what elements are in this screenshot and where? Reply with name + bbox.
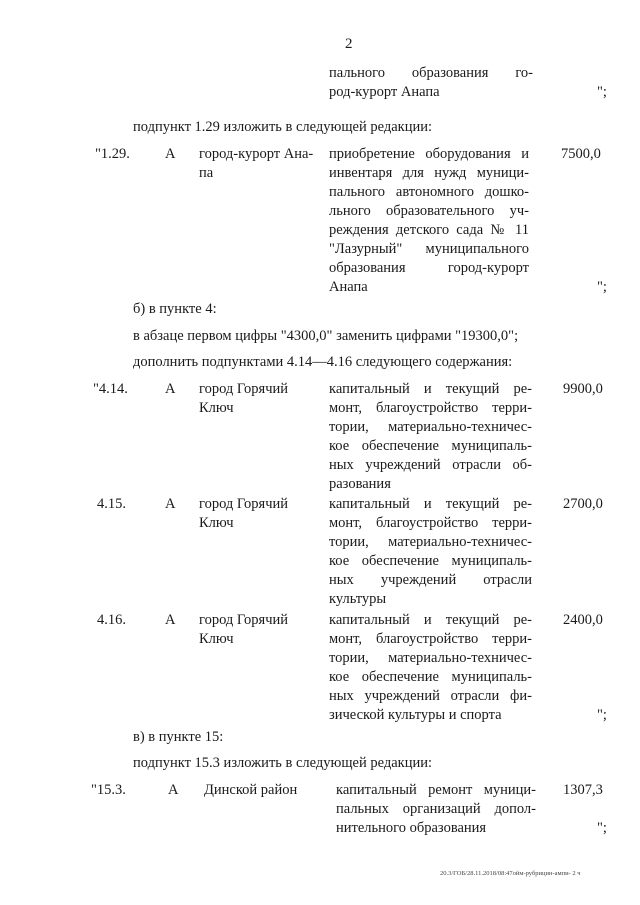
row-amount: 1307,3 bbox=[563, 782, 603, 798]
row-desc-line: кое обеспечение муниципаль- bbox=[329, 669, 532, 685]
page-number: 2 bbox=[345, 36, 353, 52]
row-desc-line: зической культуры и спорта bbox=[329, 707, 502, 723]
row-place-line: город Горячий bbox=[199, 381, 289, 397]
paragraph-add: дополнить подпунктами 4.14—4.16 следующего содержания: bbox=[133, 354, 513, 370]
row-desc-line: льного образовательного уч- bbox=[329, 203, 529, 219]
row-place-line: город-курорт Ана- bbox=[199, 146, 314, 162]
end-quote-mark: "; bbox=[597, 820, 607, 836]
paragraph-b: б) в пункте 4: bbox=[133, 301, 217, 317]
row-desc-line: "Лазурный" муниципального bbox=[329, 241, 529, 257]
paragraph-1-29: подпункт 1.29 изложить в следующей редакции: bbox=[133, 119, 433, 135]
end-quote-mark: "; bbox=[597, 707, 607, 723]
row-letter: А bbox=[168, 782, 179, 798]
row-number: "4.14. bbox=[93, 381, 128, 397]
row-desc-line: монт, благоустройство терри- bbox=[329, 400, 532, 416]
paragraph-v: в) в пункте 15: bbox=[133, 729, 224, 745]
row-desc-line: капитальный и текущий ре- bbox=[329, 381, 532, 397]
paragraph-15-3: подпункт 15.3 изложить в следующей редакции: bbox=[133, 755, 433, 771]
row-place-line: Динской район bbox=[204, 782, 298, 798]
row-place-line: Ключ bbox=[199, 400, 234, 416]
row-desc-line: приобретение оборудования и bbox=[329, 146, 529, 162]
row-desc-line: образования город-курорт bbox=[329, 260, 529, 276]
row-desc-line: Анапа bbox=[329, 279, 368, 295]
row-place-line: город Горячий bbox=[199, 496, 289, 512]
row-desc-line: ных учреждений отрасли bbox=[329, 572, 532, 588]
row-letter: А bbox=[165, 612, 176, 628]
row-desc-line: кое обеспечение муниципаль- bbox=[329, 438, 532, 454]
row-desc-line: разования bbox=[329, 476, 391, 492]
row-desc-line: капитальный и текущий ре- bbox=[329, 612, 532, 628]
desc-line: род-курорт Анапа bbox=[329, 84, 440, 100]
row-desc-line: культуры bbox=[329, 591, 387, 607]
end-quote-mark: "; bbox=[597, 84, 607, 100]
row-desc-line: ных учреждений отрасли фи- bbox=[329, 688, 532, 704]
row-number: "1.29. bbox=[95, 146, 130, 162]
row-number: "15.3. bbox=[91, 782, 126, 798]
row-amount: 7500,0 bbox=[561, 146, 601, 162]
row-place-line: Ключ bbox=[199, 515, 234, 531]
row-letter: А bbox=[165, 496, 176, 512]
row-place-line: город Горячий bbox=[199, 612, 289, 628]
end-quote-mark: "; bbox=[597, 279, 607, 295]
page-footer: 20.3/ГОБ/28.11.2018/08:47ойм-рубрицин-ампи- 2 ч bbox=[440, 870, 581, 877]
row-desc-line: тории, материально-техничес- bbox=[329, 650, 532, 666]
row-desc-line: ных учреждений отрасли об- bbox=[329, 457, 532, 473]
paragraph-abzac: в абзаце первом цифры "4300,0" заменить цифрами "19300,0"; bbox=[133, 328, 519, 344]
row-number: 4.15. bbox=[97, 496, 126, 512]
row-letter: А bbox=[165, 381, 176, 397]
row-desc-line: нительного образования bbox=[336, 820, 487, 836]
row-desc-line: тории, материально-техничес- bbox=[329, 419, 532, 435]
row-desc-line: пального автономного дошко- bbox=[329, 184, 529, 200]
row-desc-line: монт, благоустройство терри- bbox=[329, 631, 532, 647]
row-desc-line: капитальный ремонт муници- bbox=[336, 782, 536, 798]
row-place-line: Ключ bbox=[199, 631, 234, 647]
row-desc-line: пальных организаций допол- bbox=[336, 801, 536, 817]
row-desc-line: реждения детского сада № 11 bbox=[329, 222, 529, 238]
row-desc-line: тории, материально-техничес- bbox=[329, 534, 532, 550]
row-amount: 9900,0 bbox=[563, 381, 603, 397]
desc-line: пального образования го- bbox=[329, 65, 533, 81]
row-letter: А bbox=[165, 146, 176, 162]
row-amount: 2700,0 bbox=[563, 496, 603, 512]
row-desc-line: монт, благоустройство терри- bbox=[329, 515, 532, 531]
row-desc-line: капитальный и текущий ре- bbox=[329, 496, 532, 512]
row-desc-line: кое обеспечение муниципаль- bbox=[329, 553, 532, 569]
row-amount: 2400,0 bbox=[563, 612, 603, 628]
row-place-line: па bbox=[199, 165, 214, 181]
row-desc-line: инвентаря для нужд муници- bbox=[329, 165, 529, 181]
row-number: 4.16. bbox=[97, 612, 126, 628]
